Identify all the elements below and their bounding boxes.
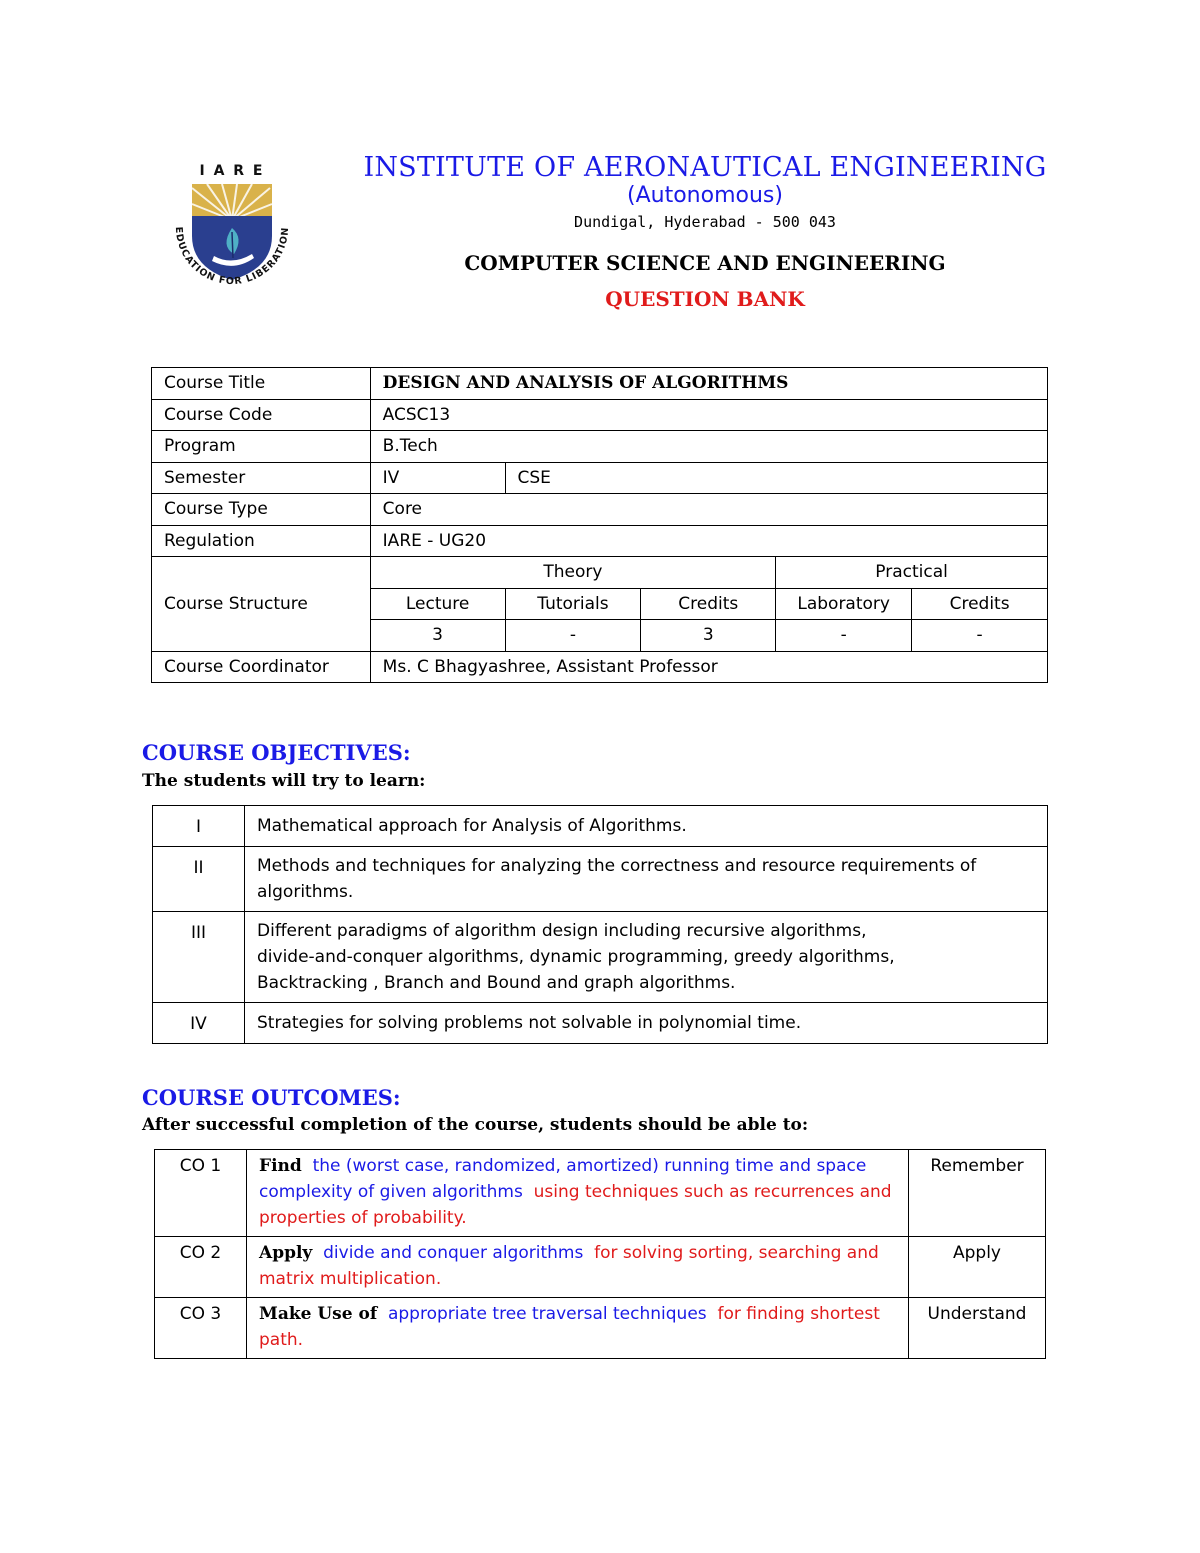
objective-line: divide-and-conquer algorithms, dynamic programming, greedy algorithms, [257, 947, 895, 967]
laboratory-value: - [776, 620, 912, 652]
tutorials-value: - [505, 620, 641, 652]
objective-text: Strategies for solving problems not solvable in polynomial time. [245, 1003, 1048, 1044]
lecture-header: Lecture [370, 588, 505, 620]
theory-header: Theory [370, 557, 776, 589]
table-row [152, 525, 1048, 557]
table-row [152, 557, 1048, 589]
outcome-statement [247, 1150, 909, 1237]
outcomes-heading: COURSE OUTCOMES: [142, 1085, 401, 1110]
outcome-content: appropriate tree traversal techniques [387, 1304, 707, 1324]
table-row [153, 847, 1048, 912]
objective-line: Backtracking , Branch and Bound and graph algorithms. [257, 973, 736, 993]
course-structure-label: Course Structure [152, 557, 371, 652]
outcome-verb: Apply [259, 1243, 313, 1263]
outcome-condition: using techniques such as recurrences and properties of probability. [259, 1182, 892, 1228]
outcome-verb: Find [259, 1156, 302, 1176]
table-row [155, 1237, 1046, 1298]
outcome-statement [247, 1237, 909, 1298]
outcome-verb: Make Use of [259, 1304, 378, 1324]
course-type-value: Core [370, 494, 1047, 526]
outcomes-intro: After successful completion of the course, students should be able to: [142, 1115, 809, 1135]
outcome-content: divide and conquer algorithms [323, 1243, 584, 1263]
program-label: Program [152, 431, 371, 463]
laboratory-header: Laboratory [776, 588, 912, 620]
institute-logo [162, 158, 302, 298]
outcome-number: CO 3 [155, 1298, 247, 1359]
objectives-table [152, 805, 1048, 1044]
tutorials-header: Tutorials [505, 588, 641, 620]
regulation-value: IARE - UG20 [370, 525, 1047, 557]
objective-text: Methods and techniques for analyzing the correctness and resource requirements of algorithms. [245, 847, 1048, 912]
outcome-level: Understand [909, 1298, 1046, 1359]
logo-acronym: I A R E [199, 163, 265, 179]
objective-text [245, 912, 1048, 1003]
objective-text: Mathematical approach for Analysis of Algorithms. [245, 806, 1048, 847]
lecture-value: 3 [370, 620, 505, 652]
program-value: B.Tech [370, 431, 1047, 463]
table-row [153, 912, 1048, 1003]
outcome-condition: for finding shortest path. [259, 1304, 880, 1350]
department-name: COMPUTER SCIENCE AND ENGINEERING [464, 251, 946, 275]
coordinator-label: Course Coordinator [152, 651, 371, 683]
table-row [152, 368, 1048, 400]
outcome-number: CO 1 [155, 1150, 247, 1237]
objective-number: II [153, 847, 245, 912]
objective-number: IV [153, 1003, 245, 1044]
logo-motto-path: EDUCATION FOR LIBERATION [172, 226, 292, 288]
outcome-statement [247, 1298, 909, 1359]
table-row [152, 431, 1048, 463]
objective-number: III [153, 912, 245, 1003]
course-title-value: DESIGN AND ANALYSIS OF ALGORITHMS [370, 368, 1047, 400]
table-row [155, 1298, 1046, 1359]
outcome-level: Apply [909, 1237, 1046, 1298]
credits-value: 3 [641, 620, 776, 652]
table-row [152, 462, 1048, 494]
course-info-table [151, 367, 1048, 683]
institute-name: INSTITUTE OF AERONAUTICAL ENGINEERING [363, 152, 1047, 183]
table-row [153, 1003, 1048, 1044]
regulation-label: Regulation [152, 525, 371, 557]
table-row [153, 806, 1048, 847]
outcome-content: the (worst case, randomized, amortized) running time and space complexity of given algorithms [259, 1156, 867, 1202]
branch-value: CSE [505, 462, 1047, 494]
outcome-condition: for solving sorting, searching and matrix multiplication. [259, 1243, 879, 1289]
practical-header: Practical [776, 557, 1048, 589]
autonomous-label: (Autonomous) [627, 183, 783, 208]
course-code-label: Course Code [152, 399, 371, 431]
document-type: QUESTION BANK [605, 287, 805, 311]
semester-value: IV [370, 462, 505, 494]
objective-number: I [153, 806, 245, 847]
course-title-label: Course Title [152, 368, 371, 400]
outcome-level: Remember [909, 1150, 1046, 1237]
practical-credits-value: - [912, 620, 1048, 652]
course-code-value: ACSC13 [370, 399, 1047, 431]
table-row [152, 494, 1048, 526]
table-row [152, 651, 1048, 683]
course-type-label: Course Type [152, 494, 371, 526]
table-row [152, 399, 1048, 431]
objectives-intro: The students will try to learn: [142, 771, 426, 791]
institute-address: Dundigal, Hyderabad - 500 043 [574, 213, 836, 231]
table-row [155, 1150, 1046, 1237]
outcomes-table [154, 1149, 1046, 1359]
coordinator-value: Ms. C Bhagyashree, Assistant Professor [370, 651, 1047, 683]
objective-line: Different paradigms of algorithm design including recursive algorithms, [257, 921, 867, 941]
practical-credits-header: Credits [912, 588, 1048, 620]
credits-header: Credits [641, 588, 776, 620]
semester-label: Semester [152, 462, 371, 494]
objectives-heading: COURSE OBJECTIVES: [142, 740, 411, 765]
outcome-number: CO 2 [155, 1237, 247, 1298]
